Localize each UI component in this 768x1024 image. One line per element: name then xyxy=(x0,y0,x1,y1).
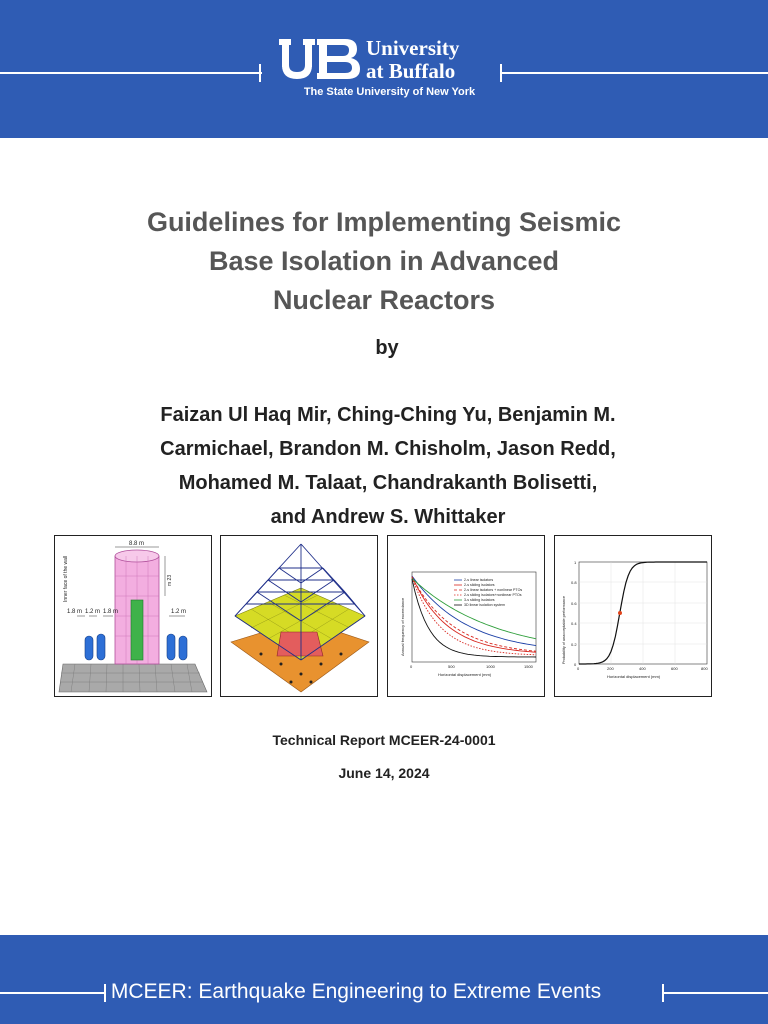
fig4-xlabel: Horizontal displacement (mm) xyxy=(607,674,661,679)
fig4-ytick-0: 0 xyxy=(574,662,577,667)
header-rule-cap-left xyxy=(259,64,261,82)
fig1-side-label: Inner face of the wall xyxy=(63,555,69,602)
fig1-height-label: m 23 xyxy=(167,574,173,586)
fig3-xtick-3: 1500 xyxy=(524,664,533,669)
ub-monogram-icon xyxy=(279,37,363,83)
title-line-1: Guidelines for Implementing Seismic xyxy=(146,207,622,237)
authors-line-4: and Andrew S. Whittaker xyxy=(270,506,506,528)
fig4-xtick-1: 200 xyxy=(607,666,614,671)
fig1-dim-d: 1.2 m xyxy=(171,609,187,615)
fig3-xtick-2: 1000 xyxy=(486,664,495,669)
author-list xyxy=(104,398,672,534)
fig1-dim-top: 8.8 m xyxy=(129,541,145,547)
fig3-legend-label-4: 3-s sliding isolators xyxy=(464,598,495,603)
figure-reactor-model xyxy=(54,535,212,697)
fig3-xtick-0: 0 xyxy=(410,664,413,669)
fig1-dim-c: 1.8 m xyxy=(103,609,119,615)
fig4-xtick-2: 400 xyxy=(639,666,646,671)
fig3-xtick-1: 500 xyxy=(448,664,455,669)
fig4-ytick-2: 0.4 xyxy=(571,621,577,626)
fig4-ytick-1: 0.2 xyxy=(571,642,577,647)
university-name-line1: University xyxy=(366,36,460,60)
header-rule-right xyxy=(500,72,768,74)
fig3-legend-label-0: 2-s linear isolators xyxy=(464,578,494,583)
fig3-legend-label-3: 2-s sliding isolators+nonlinear PTOs xyxy=(464,593,522,598)
title-line-2: Base Isolation in Advanced xyxy=(208,246,560,276)
report-number: Technical Report MCEER-24-0001 xyxy=(272,732,496,748)
header-rule-left xyxy=(0,72,262,74)
fig3-legend-label-2: 2-s linear isolators + nonlinear PTOs xyxy=(464,588,523,593)
authors-line-3: Mohamed M. Talaat, Chandrakanth Bolisetti, xyxy=(178,472,598,494)
figure-hazard-curves xyxy=(387,535,545,697)
university-subtitle: The State University of New York xyxy=(303,86,476,98)
footer-tagline: MCEER: Earthquake Engineering to Extreme Events xyxy=(110,980,602,1003)
fig1-dim-b: 1.2 m xyxy=(85,609,101,615)
fig1-dim-a: 1.8 m xyxy=(67,609,83,615)
figure-fragility-curve xyxy=(554,535,712,697)
fig3-legend-label-5: 3D linear isolation system xyxy=(464,603,505,608)
fig4-xtick-0: 0 xyxy=(577,666,580,671)
figure-truss-structure xyxy=(220,535,378,697)
fig4-median-marker xyxy=(618,611,622,615)
authors-line-2: Carmichael, Brandon M. Chisholm, Jason Redd, xyxy=(160,438,616,460)
authors-line-1: Faizan Ul Haq Mir, Ching-Ching Yu, Benjamin M. xyxy=(160,404,616,426)
fig4-xtick-4: 800 xyxy=(701,666,708,671)
fig4-ylabel: Probability of unacceptable performance xyxy=(562,596,566,664)
header-band xyxy=(0,0,768,138)
university-name xyxy=(366,37,459,83)
fig4-ytick-5: 1 xyxy=(574,560,577,565)
fig4-xtick-3: 600 xyxy=(671,666,678,671)
report-date: June 14, 2024 xyxy=(338,765,430,781)
fig4-ytick-4: 0.8 xyxy=(571,580,577,585)
university-name-line2: at Buffalo xyxy=(366,59,456,83)
by-label: by xyxy=(375,337,399,359)
document-title xyxy=(84,203,684,320)
fig4-ytick-3: 0.6 xyxy=(571,601,577,606)
fig3-ylabel: Annual frequency of exceedance xyxy=(400,597,405,656)
title-line-3: Nuclear Reactors xyxy=(272,285,496,315)
fig3-xlabel: Horizontal displacement (mm) xyxy=(438,672,492,677)
fig3-legend-label-1: 2-s sliding isolators xyxy=(464,583,495,588)
header-rule-cap-right xyxy=(500,64,502,82)
